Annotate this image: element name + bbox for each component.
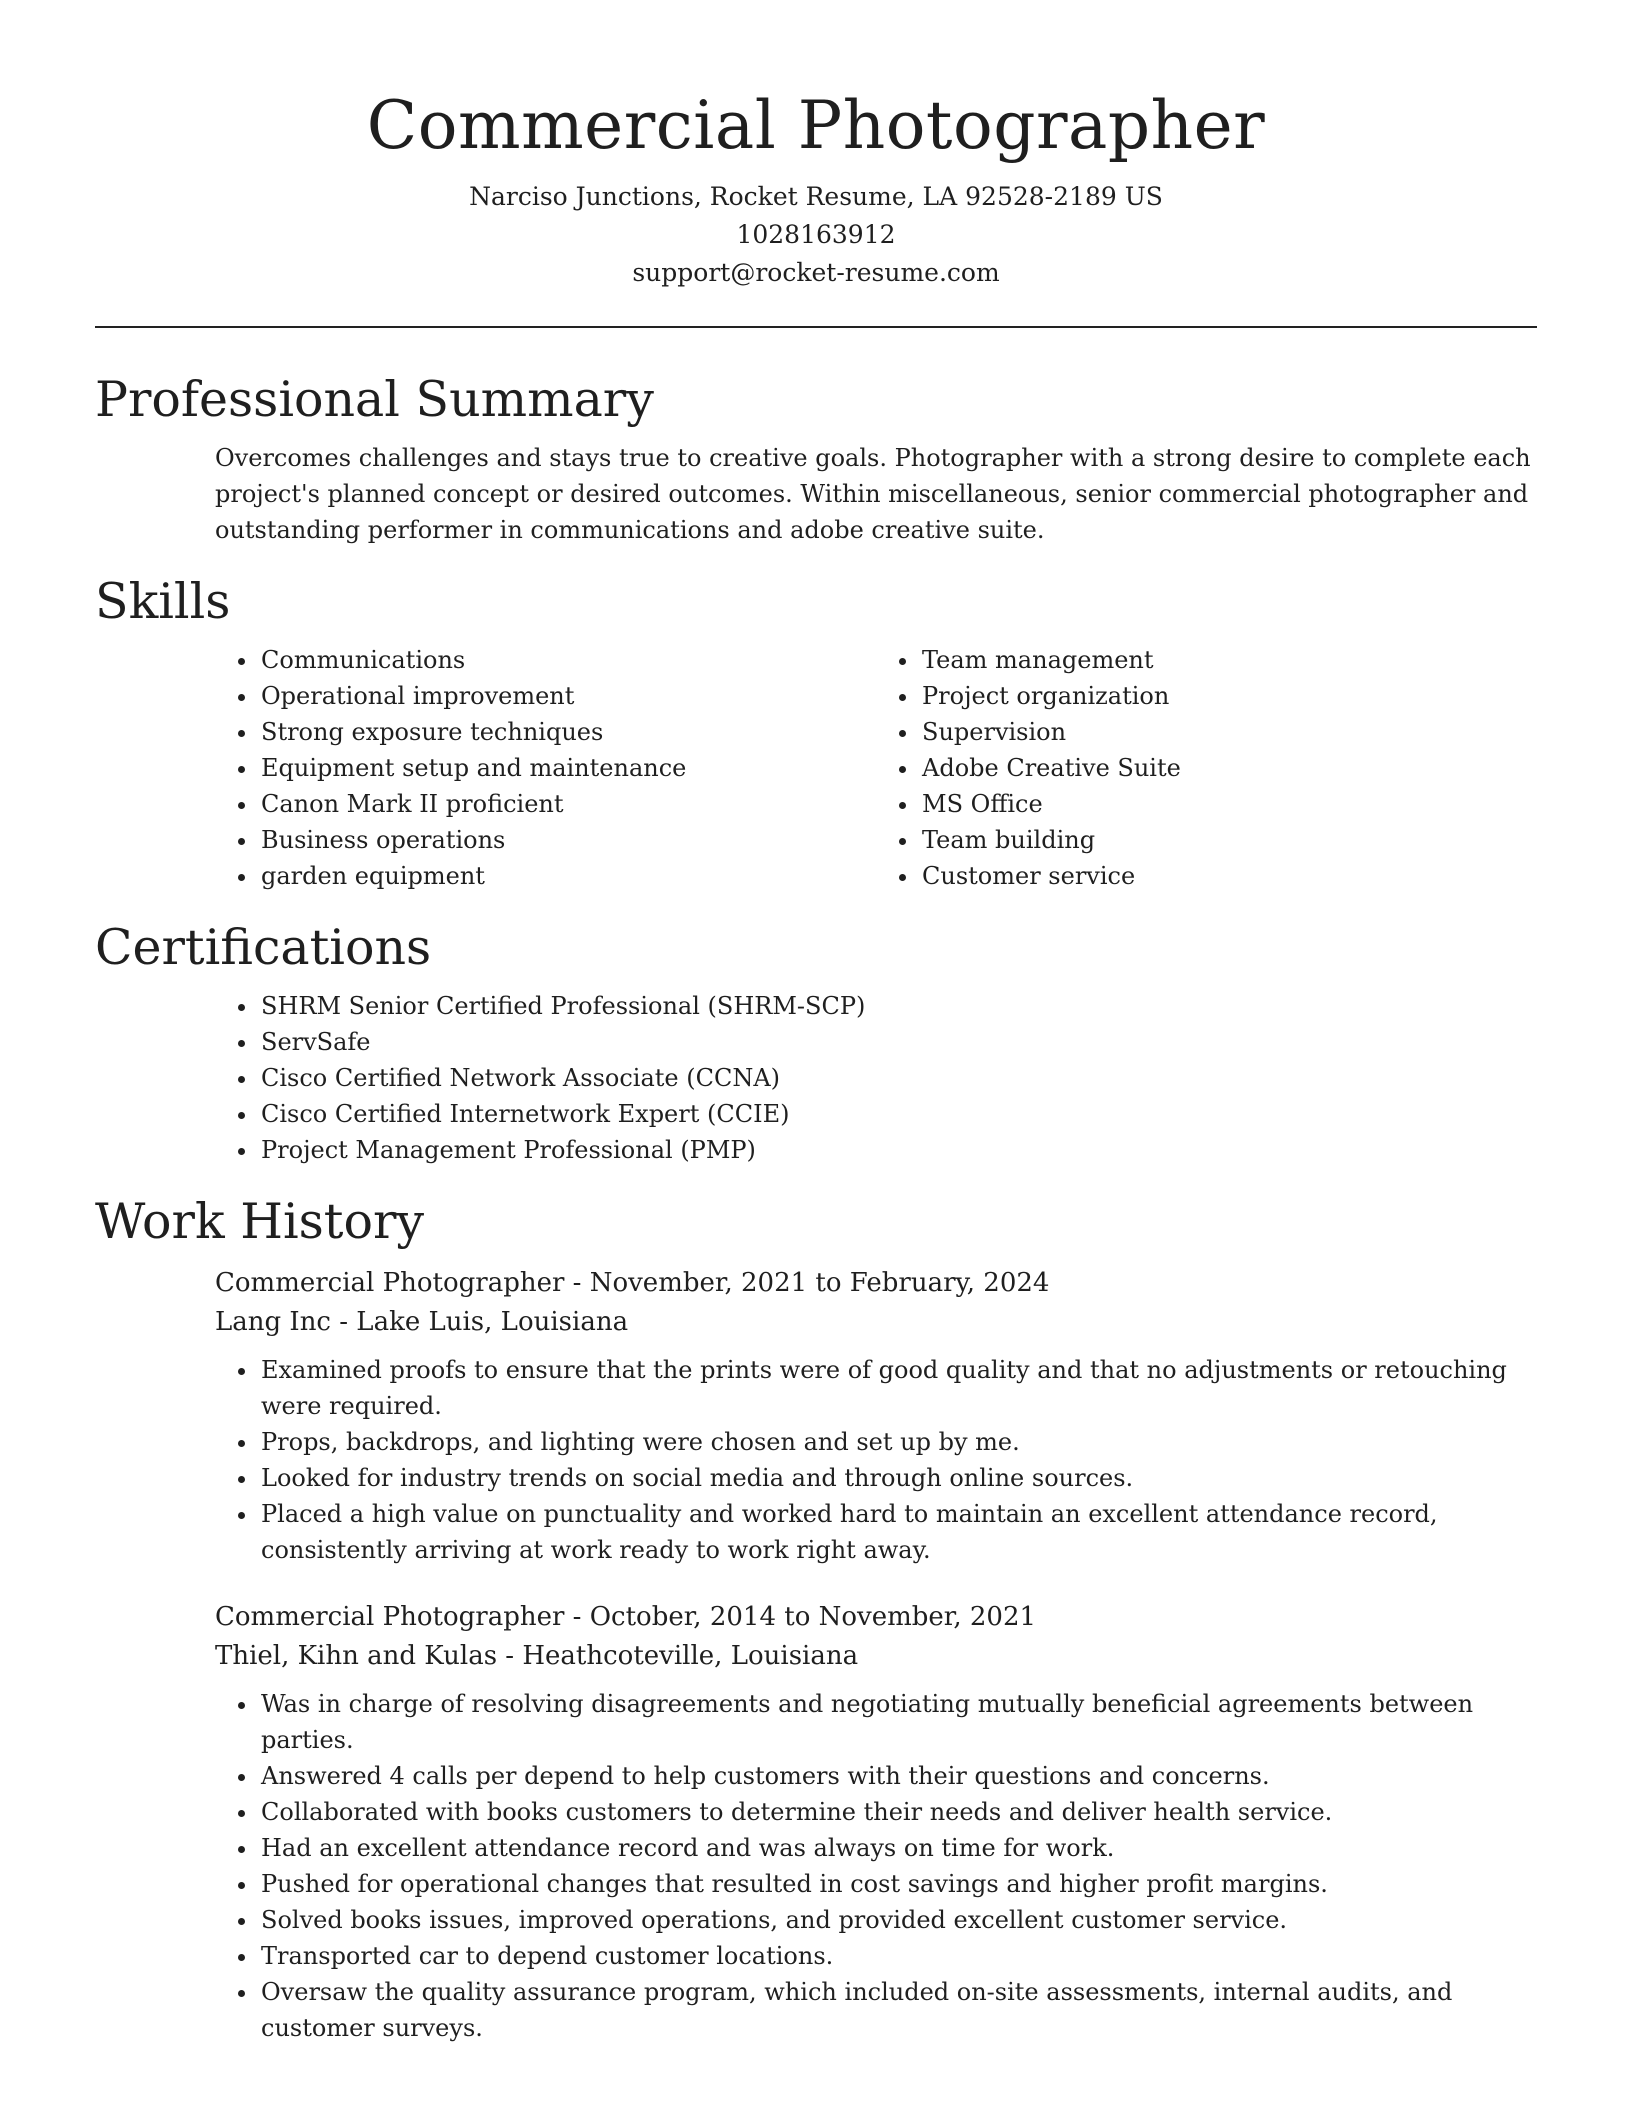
contact-email: support@rocket-resume.com	[632, 258, 1000, 287]
job-duties-list	[95, 1352, 1537, 1568]
job-entry	[95, 1598, 1537, 2046]
certification-item: • ServSafe	[259, 1024, 1537, 1060]
certification-item: • Cisco Certified Network Associate (CCNA)	[259, 1060, 1537, 1096]
job-duty-item: • Oversaw the quality assurance program, which included on-site assessments, internal audits, and customer surveys.	[259, 1974, 1537, 2046]
skill-item: • MS Office	[920, 786, 1537, 822]
skill-item: • Business operations	[259, 822, 876, 858]
job-duty-item: • Placed a high value on punctuality and worked hard to maintain an excellent attendance record, consistently arriving at work ready to work right away.	[259, 1496, 1537, 1568]
work-history-heading: Work History	[95, 1193, 425, 1250]
skill-item: • garden equipment	[259, 858, 876, 894]
summary-text: Overcomes challenges and stays true to creative goals. Photographer with a strong desire to complete each project's planned concept or desired outcomes. Within miscellaneous, senior commercial photographer and outstanding performer in communications and adobe creative suite.	[215, 444, 1531, 544]
job-duty-item: • Answered 4 calls per depend to help customers with their questions and concerns.	[259, 1758, 1537, 1794]
job-title-dates: Commercial Photographer - November, 2021 to February, 2024	[215, 1268, 1050, 1298]
job-entry	[95, 1264, 1537, 1568]
skill-item: • Operational improvement	[259, 678, 876, 714]
certification-item: • SHRM Senior Certified Professional (SHRM-SCP)	[259, 988, 1537, 1024]
job-duty-item: • Was in charge of resolving disagreements and negotiating mutually beneficial agreements between parties.	[259, 1686, 1537, 1758]
contact-block	[95, 178, 1537, 292]
job-duty-item: • Solved books issues, improved operations, and provided excellent customer service.	[259, 1902, 1537, 1938]
certification-item: • Project Management Professional (PMP)	[259, 1132, 1537, 1168]
skill-item: • Canon Mark II proficient	[259, 786, 876, 822]
job-duty-item: • Collaborated with books customers to determine their needs and deliver health service.	[259, 1794, 1537, 1830]
job-employer-location: Lang Inc - Lake Luis, Louisiana	[215, 1307, 629, 1337]
skills-list-right	[876, 642, 1537, 894]
skill-item: • Adobe Creative Suite	[920, 750, 1537, 786]
certification-item: • Cisco Certified Internetwork Expert (CCIE)	[259, 1096, 1537, 1132]
skills-columns	[95, 642, 1537, 894]
job-title-dates: Commercial Photographer - October, 2014 to November, 2021	[215, 1602, 1037, 1632]
job-duties-list	[95, 1686, 1537, 2046]
resume-name: Commercial Photographer	[366, 87, 1266, 164]
contact-address: Narciso Junctions, Rocket Resume, LA 92528-2189 US	[469, 182, 1163, 211]
header-divider	[95, 326, 1537, 328]
job-duty-item: • Examined proofs to ensure that the prints were of good quality and that no adjustments or retouching were required.	[259, 1352, 1537, 1424]
job-duty-item: • Transported car to depend customer locations.	[259, 1938, 1537, 1974]
skills-heading: Skills	[95, 573, 231, 630]
job-duty-item: • Had an excellent attendance record and was always on time for work.	[259, 1830, 1537, 1866]
job-duty-item: • Pushed for operational changes that resulted in cost savings and higher profit margins.	[259, 1866, 1537, 1902]
skill-item: • Team building	[920, 822, 1537, 858]
skill-item: • Communications	[259, 642, 876, 678]
skill-item: • Supervision	[920, 714, 1537, 750]
skill-item: • Equipment setup and maintenance	[259, 750, 876, 786]
skills-list-left	[95, 642, 876, 894]
certifications-heading: Certifications	[95, 919, 432, 976]
summary-heading: Professional Summary	[95, 371, 654, 428]
skill-item: • Customer service	[920, 858, 1537, 894]
certifications-list	[95, 988, 1537, 1168]
skill-item: • Strong exposure techniques	[259, 714, 876, 750]
job-duty-item: • Props, backdrops, and lighting were chosen and set up by me.	[259, 1424, 1537, 1460]
contact-phone: 1028163912	[736, 220, 896, 249]
resume-page	[95, 0, 1537, 2046]
skill-item: • Team management	[920, 642, 1537, 678]
skill-item: • Project organization	[920, 678, 1537, 714]
job-duty-item: • Looked for industry trends on social media and through online sources.	[259, 1460, 1537, 1496]
job-employer-location: Thiel, Kihn and Kulas - Heathcoteville, Louisiana	[215, 1641, 859, 1671]
